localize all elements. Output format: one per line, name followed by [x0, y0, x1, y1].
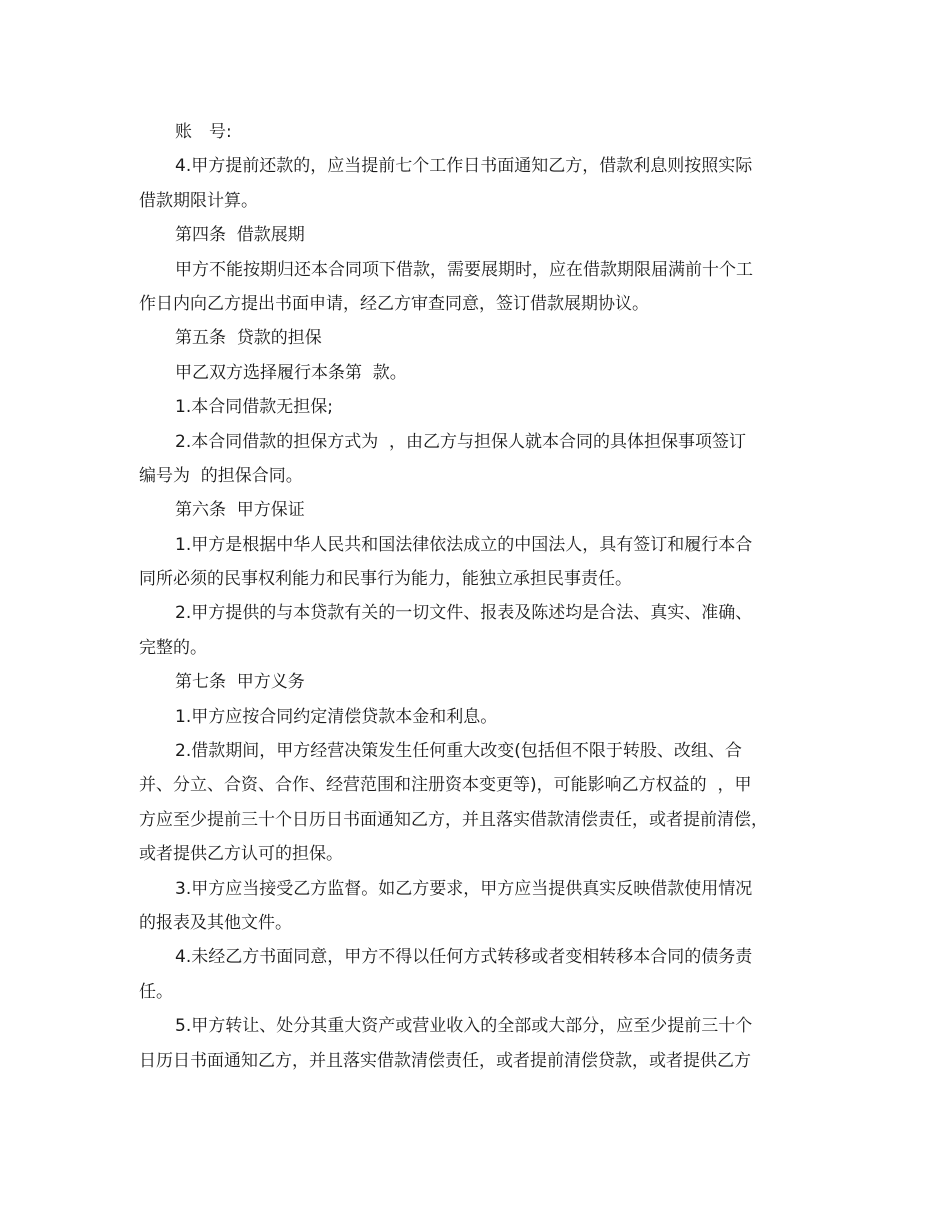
text-line: 3.甲方应当接受乙方监督。如乙方要求，甲方应当提供真实反映借款使用情况 [175, 878, 753, 899]
text-line: 甲方不能按期归还本合同项下借款，需要展期时，应在借款期限届满前十个工 [175, 259, 753, 280]
text-line: 借款期限计算。 [139, 190, 258, 211]
document-body [139, 115, 829, 1078]
text-line: 1.本合同借款无担保; [175, 397, 333, 418]
text-line: 编号为 的担保合同。 [139, 465, 303, 486]
text-line: 1.甲方应按合同约定清偿贷款本金和利息。 [175, 706, 498, 727]
text-line: 第六条 甲方保证 [175, 500, 305, 521]
text-line: 4.甲方提前还款的，应当提前七个工作日书面通知乙方，借款利息则按照实际 [175, 156, 753, 177]
text-line: 4.未经乙方书面同意，甲方不得以任何方式转移或者变相转移本合同的债务责 [175, 947, 753, 968]
text-line: 或者提供乙方认可的担保。 [139, 844, 343, 865]
text-line: 甲乙双方选择履行本条第 款。 [175, 362, 407, 383]
text-line: 日历日书面通知乙方，并且落实借款清偿责任，或者提前清偿贷款，或者提供乙方 [139, 1050, 751, 1071]
text-line: 方应至少提前三十个日历日书面通知乙方，并且落实借款清偿责任，或者提前清偿， [139, 809, 768, 830]
text-line: 并、分立、合资、合作、经营范围和注册资本变更等)，可能影响乙方权益的 ，甲 [139, 775, 752, 796]
text-line: 账 号: [175, 122, 232, 142]
text-line: 2.甲方提供的与本贷款有关的一切文件、报表及陈述均是合法、真实、准确、 [175, 603, 753, 624]
text-line: 第七条 甲方义务 [175, 672, 305, 693]
text-line: 的报表及其他文件。 [139, 912, 292, 933]
text-line: 5.甲方转让、处分其重大资产或营业收入的全部或大部分，应至少提前三十个 [175, 1016, 753, 1037]
text-line: 第四条 借款展期 [175, 225, 305, 246]
text-line: 1.甲方是根据中华人民共和国法律依法成立的中国法人，具有签订和履行本合 [175, 534, 753, 555]
text-line: 作日内向乙方提出书面申请，经乙方审查同意，签订借款展期协议。 [139, 293, 649, 314]
text-line: 完整的。 [139, 637, 207, 658]
text-line: 2.本合同借款的担保方式为 ，由乙方与担保人就本合同的具体担保事项签订 [175, 431, 747, 452]
text-line: 2.借款期间，甲方经营决策发生任何重大改变(包括但不限于转股、改组、合 [175, 741, 742, 762]
text-line: 第五条 贷款的担保 [175, 328, 322, 349]
text-line: 任。 [139, 981, 173, 1002]
text-line: 同所必须的民事权利能力和民事行为能力，能独立承担民事责任。 [139, 569, 632, 590]
